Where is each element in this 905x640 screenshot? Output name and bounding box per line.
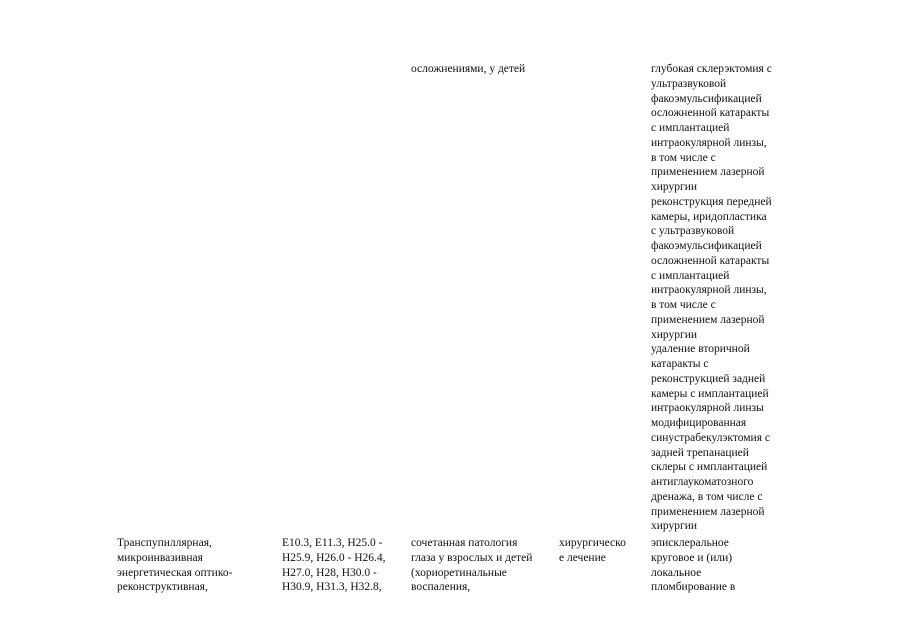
treatment-method-text-line: реконструкцией задней xyxy=(651,372,766,385)
treatment-method-text-line: камеры с имплантацией xyxy=(651,387,769,400)
treatment-method-text-line: локальное xyxy=(651,566,702,579)
treatment-method-text-line: в том числе с xyxy=(651,151,716,164)
treatment-method-text-line: дренажа, в том числе с xyxy=(651,490,763,503)
treatment-method-text-line: с имплантацией xyxy=(651,122,730,134)
treatment-method-text-line: склеры с имплантацией xyxy=(651,461,768,474)
treatment-method-cell xyxy=(651,536,735,595)
treatment-method-text-line: задней трепанацией xyxy=(651,446,749,459)
treatment-method-cell-continued xyxy=(651,62,772,534)
icd-codes-text-line: E10.3, E11.3, H25.0 - xyxy=(282,537,383,549)
treatment-method-text-line: синустрабекулэктомия с xyxy=(651,431,770,444)
treatment-method-text-line: хирургии xyxy=(651,328,698,341)
treatment-method-text-line: интраокулярной линзы, xyxy=(651,284,767,297)
treatment-method-text-line: реконструкция передней xyxy=(651,195,772,208)
treatment-method-text-line: круговое и (или) xyxy=(651,551,733,564)
treatment-method-text-line: удаление вторичной xyxy=(651,343,750,356)
icd-codes-text-line: H25.9, H26.0 - H26.4, xyxy=(282,551,386,564)
diagnosis-text-line: осложнениями, у детей xyxy=(411,63,526,75)
treatment-method-text-line: применением лазерной xyxy=(651,166,765,179)
diagnosis-text-line: воспаления, xyxy=(411,581,471,594)
treatment-method-text-line: факоэмульсификацией xyxy=(651,240,762,252)
treatment-method-text-line: антиглаукоматозного xyxy=(651,476,754,488)
treatment-method-text-line: осложненной катаракты xyxy=(651,254,770,267)
treatment-method-text-line: пломбирование в xyxy=(651,581,736,594)
treatment-method-text-line: факоэмульсификацией xyxy=(651,92,762,105)
care-type-name-text-line: микроинвазивная xyxy=(117,551,203,564)
diagnosis-text-line: (хориоретинальные xyxy=(411,566,507,579)
treatment-method-text-line: применением лазерной xyxy=(651,505,765,518)
treatment-method-text-line: ультразвуковой xyxy=(651,77,727,90)
treatment-method-text-line: интраокулярной линзы xyxy=(651,402,764,415)
icd-codes-text-line: H27.0, H28, H30.0 - xyxy=(282,566,377,579)
diagnosis-cell-continued xyxy=(411,62,525,77)
care-type-name-cell xyxy=(117,536,232,595)
treatment-type-text-line: е лечение xyxy=(559,551,606,564)
treatment-method-text-line: камеры, иридопластика xyxy=(651,210,767,223)
treatment-method-text-line: катаракты с xyxy=(651,358,709,370)
treatment-method-text-line: глубокая склерэктомия с xyxy=(651,63,772,75)
treatment-method-text-line: в том числе с xyxy=(651,299,716,311)
care-type-name-text-line: энергетическая оптико- xyxy=(117,566,233,579)
care-type-name-text-line: реконструктивная, xyxy=(117,581,208,594)
icd-codes-cell xyxy=(282,536,386,595)
treatment-type-text-line: хирургическо xyxy=(559,537,626,549)
treatment-method-text-line: модифицированная xyxy=(651,417,747,429)
treatment-method-text-line: применением лазерной xyxy=(651,313,765,326)
treatment-method-text-line: осложненной катаракты xyxy=(651,107,770,120)
diagnosis-cell xyxy=(411,536,532,595)
diagnosis-text-line: глаза у взрослых и детей xyxy=(411,551,533,564)
treatment-method-text-line: с ультразвуковой xyxy=(651,225,735,238)
treatment-method-text-line: интраокулярной линзы, xyxy=(651,136,767,149)
treatment-method-text-line: хирургии xyxy=(651,520,698,533)
diagnosis-text-line: сочетанная патология xyxy=(411,537,518,549)
icd-codes-text-line: H30.9, H31.3, H32.8, xyxy=(282,581,382,594)
care-type-name-text-line: Транспупиллярная, xyxy=(117,537,212,549)
treatment-method-text-line: хирургии xyxy=(651,181,698,193)
treatment-method-text-line: эписклеральное xyxy=(651,537,729,549)
treatment-method-text-line: с имплантацией xyxy=(651,269,730,282)
treatment-type-cell xyxy=(559,536,626,566)
